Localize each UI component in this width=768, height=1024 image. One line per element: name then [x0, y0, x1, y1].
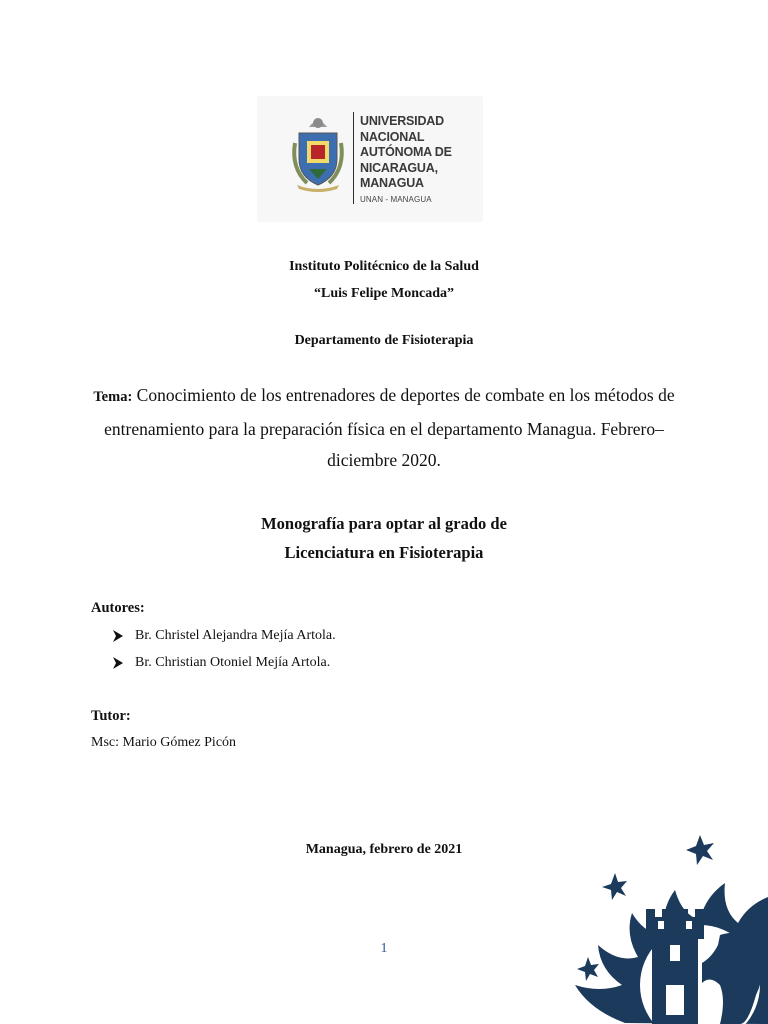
author-name: Br. Christian Otoniel Mejía Artola.: [135, 655, 331, 670]
place-date: Managua, febrero de 2021: [305, 842, 463, 857]
university-logo: [257, 96, 483, 222]
list-item: [113, 654, 336, 681]
castle-lion-sun-emblem-icon: [570, 835, 768, 1024]
arrow-bullet-icon: [113, 627, 123, 645]
thesis-topic: [80, 380, 688, 477]
topic-text: Conocimiento de los entrenadores de deportes de combate en los métodos de entrenamiento para la preparación física en el departamento Managua. Febrero–diciembre 2020.: [104, 385, 675, 470]
degree-name: Licenciatura en Fisioterapia: [284, 543, 484, 562]
page-number: 1: [380, 941, 388, 956]
university-name-line: NACIONAL: [360, 129, 425, 144]
topic-label: Tema:: [93, 389, 133, 405]
logo-divider: [353, 112, 354, 204]
authors-list: [113, 627, 336, 681]
authors-label: Autores:: [91, 600, 145, 616]
author-name: Br. Christel Alejandra Mejía Artola.: [135, 628, 336, 643]
university-name-line: UNIVERSIDAD: [360, 114, 444, 128]
degree-line: Monografía para optar al grado de: [261, 514, 507, 533]
institute-subname: “Luis Felipe Moncada”: [313, 286, 454, 301]
university-seal-icon: [287, 113, 349, 193]
tutor-label: Tutor:: [91, 708, 131, 724]
arrow-bullet-icon: [113, 654, 123, 672]
degree-statement: [0, 509, 768, 567]
department-heading: Departamento de Fisioterapia: [294, 333, 474, 348]
tutor-name: Msc: Mario Gómez Picón: [91, 735, 237, 750]
institute-name: Instituto Politécnico de la Salud: [289, 259, 479, 274]
university-name-line: NICARAGUA,: [360, 160, 438, 175]
university-abbreviation: UNAN - MANAGUA: [360, 195, 432, 204]
list-item: [113, 627, 336, 654]
university-name-line: MANAGUA: [360, 176, 424, 190]
institute-heading: [0, 253, 768, 307]
university-name-line: AUTÓNOMA DE: [360, 145, 452, 159]
university-name: [360, 114, 452, 192]
